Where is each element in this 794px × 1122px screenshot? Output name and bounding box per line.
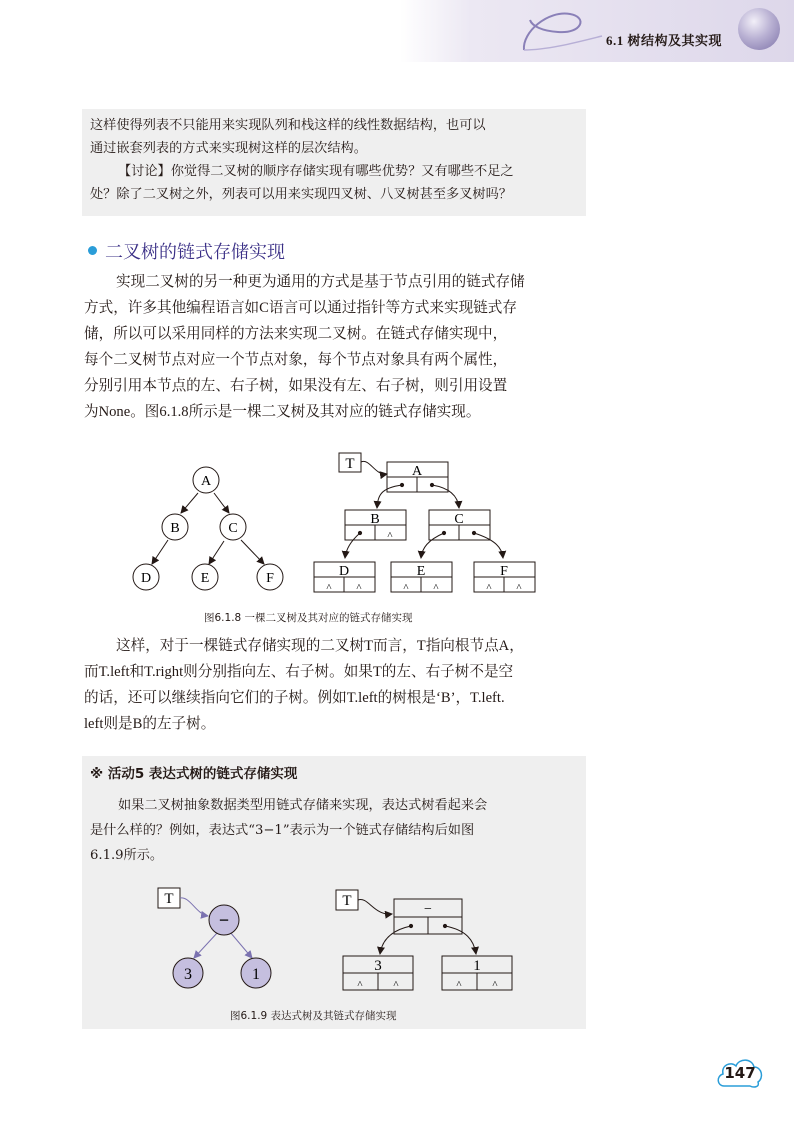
svg-text:B: B [170,521,180,536]
note-line-2: 通过嵌套列表的方式来实现树这样的层次结构。 [90,141,367,156]
para1-line-6: 为None。图6.1.8所示是一棵二叉树及其对应的链式存储实现。 [84,404,481,420]
para1-line-5: 分别引用本节点的左、右子树，如果没有左、右子树，则引用设置 [84,378,508,394]
svg-text:3: 3 [184,966,192,983]
svg-text:T: T [345,456,355,472]
svg-text:C: C [228,521,238,536]
figure-6-1-9-caption: 图6.1.9 表达式树及其链式存储实现 [230,1010,397,1022]
para1-line-2: 方式，许多其他编程语言如C语言可以通过指针等方式来实现链式存 [84,300,517,316]
svg-text:D: D [140,571,152,586]
svg-text:1: 1 [252,966,260,983]
note-line-3: 【讨论】你觉得二叉树的顺序存储实现有哪些优势？又有哪些不足之 [118,164,514,179]
null-marker: ^ [387,530,393,542]
svg-text:E: E [200,571,210,586]
svg-text:T: T [164,891,174,907]
linked-expr-right-label: 1 [473,958,481,974]
linked-expr-root-label: − [424,902,432,917]
svg-text:^: ^ [433,582,439,594]
expr-edges [194,932,252,958]
para1-line-3: 储，所以可以采用同样的方法来实现二叉树。在链式存储实现中， [84,326,508,342]
linked-node-b-label: B [370,512,380,527]
linked-node-c-label: C [454,512,464,527]
linked-node-a-label: A [411,464,423,479]
svg-text:^: ^ [393,979,399,991]
linked-node-d-label: D [338,564,350,579]
linked-node-e-label: E [416,564,426,579]
para1-line-1: 实现二叉树的另一种更为通用的方式是基于节点引用的链式存储 [116,274,525,290]
svg-text:^: ^ [357,979,363,991]
activity-line-3: 6.1.9所示。 [90,848,164,863]
para2-line-2: 而T.left和T.right则分别指向左、右子树。如果T的左、右子树不是空 [84,664,514,680]
note-line-4: 处？除了二叉树之外，列表可以用来实现四叉树、八叉树甚至多叉树吗？ [90,187,512,202]
figure-6-1-8-caption: 图6.1.8 一棵二叉树及其对应的链式存储实现 [204,612,413,624]
svg-text:^: ^ [356,582,362,594]
pointer-t-2 [158,888,208,916]
expr-root-node [209,905,239,935]
activity-title: ※ 活动5 表达式树的链式存储实现 [90,766,298,782]
note-line-1: 这样使得列表不只能用来实现队列和栈这样的线性数据结构，也可以 [90,118,486,133]
page-number [716,1056,764,1090]
svg-text:^: ^ [403,582,409,594]
activity-line-1: 如果二叉树抽象数据类型用链式存储来实现，表达式树看起来会 [118,798,488,813]
expr-right-node [241,958,271,988]
svg-text:^: ^ [516,582,522,594]
para2-line-4: left则是B的左子树。 [84,716,216,732]
activity-line-2: 是什么样的？例如，表达式“3−1”表示为一个链式存储结构后如图 [90,823,475,838]
page-number-text: 147 [724,1064,756,1082]
linked-node-f-label: F [500,564,508,579]
svg-text:^: ^ [326,582,332,594]
para2-line-3: 的话，还可以继续指向它们的子树。例如T.left的树根是‘B’，T.left. [84,690,505,706]
para2-line-1: 这样，对于一棵链式存储实现的二叉树T而言，T指向根节点A， [116,638,524,654]
svg-text:T: T [342,893,352,909]
svg-text:−: − [218,910,230,930]
header-section-title: 6.1 树结构及其实现 [606,33,723,48]
linked-expr-left-label: 3 [374,958,382,974]
expr-left-node [173,958,203,988]
svg-text:^: ^ [456,979,462,991]
svg-text:^: ^ [492,979,498,991]
para1-line-4: 每个二叉树节点对应一个节点对象，每个节点对象具有两个属性， [84,352,508,368]
section-heading-text: 二叉树的链式存储实现 [105,242,285,263]
svg-text:A: A [200,474,212,489]
svg-text:F: F [266,571,274,586]
svg-text:^: ^ [486,582,492,594]
pointer-t-3 [336,890,392,914]
